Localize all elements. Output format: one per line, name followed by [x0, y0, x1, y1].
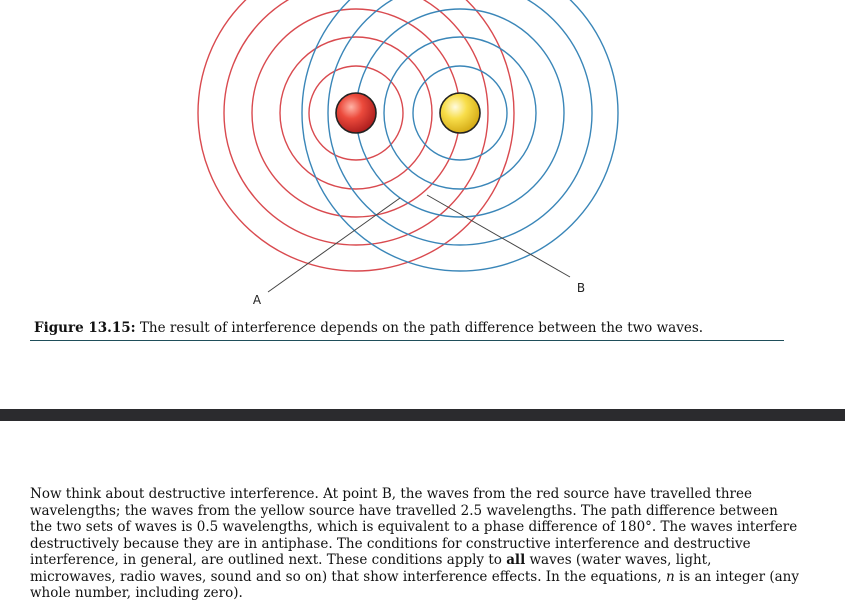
- body-paragraph: [30, 486, 800, 602]
- caption-label: Figure 13.15:: [34, 320, 136, 336]
- pointer-line-a: [268, 198, 400, 292]
- point-a-label: A: [252, 293, 262, 307]
- section-band: [0, 409, 845, 421]
- body-text-2: waves (water waves, light, microwaves, radio waves, sound and so on) that show interference effects. In the equations,: [30, 552, 712, 585]
- body-text-1: Now think about destructive interference. At point B, the waves from the red source have travelled three wavelengths; the waves from the yellow source have travelled 2.5 wavelengths. The path difference between the two sets of waves is 0.5 wavelengths, which is equivalent to a phase difference of 180°. The waves interfere destructively because they are in antiphase. The conditions for constructive interference and destructive interference, in general, are outlined next. These conditions apply to: [30, 486, 798, 568]
- red-wavefronts: [198, 0, 514, 271]
- yellow-source: [440, 93, 480, 133]
- blue-wavefronts: [302, 0, 618, 271]
- body-italic-n: n: [665, 568, 675, 585]
- pointer-line-b: [427, 195, 570, 277]
- point-b-label: B: [576, 281, 586, 295]
- caption-text: The result of interference depends on the path difference between the two waves.: [135, 320, 704, 336]
- body-text-3: is an integer (any whole number, including zero).: [30, 568, 799, 601]
- caption-divider: [30, 340, 784, 341]
- figure-caption: [34, 319, 794, 337]
- red-source: [336, 93, 376, 133]
- body-bold-all: all: [506, 552, 526, 568]
